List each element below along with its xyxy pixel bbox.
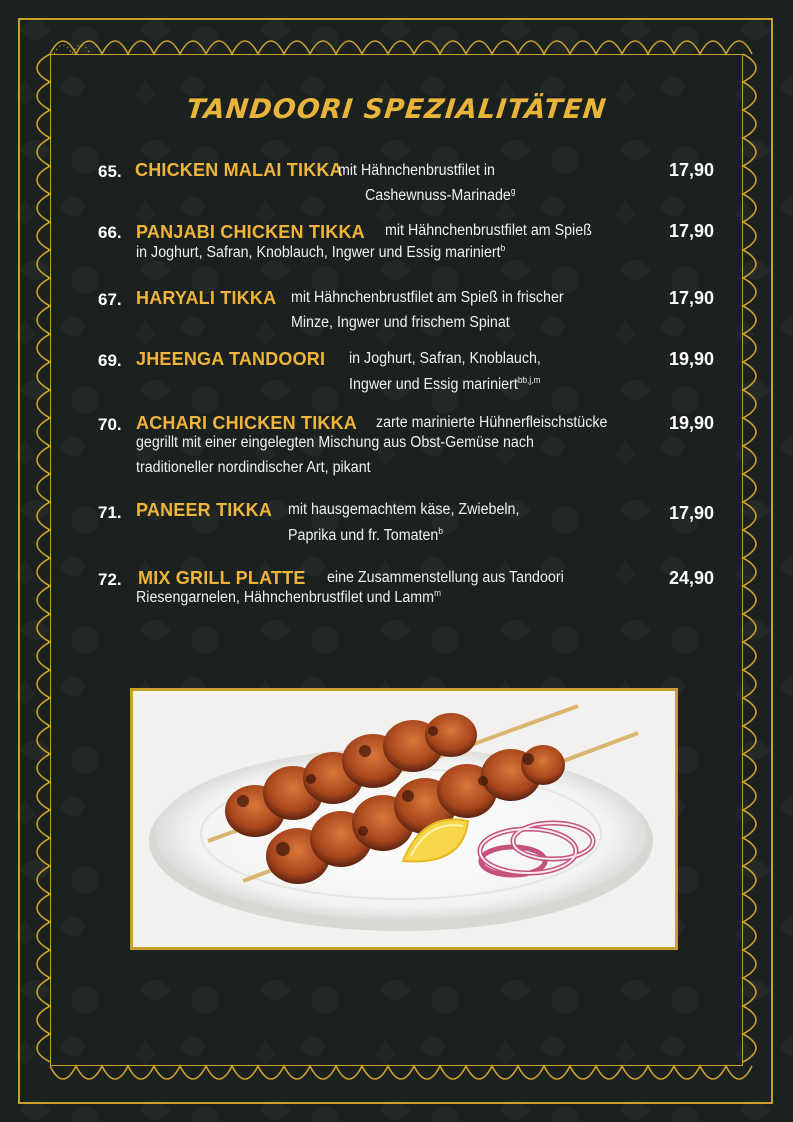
item-price: 17,90 <box>668 503 714 523</box>
menu-item <box>98 500 714 546</box>
item-price: 17,90 <box>668 288 714 308</box>
item-name: CHICKEN MALAI TIKKA <box>135 160 343 180</box>
item-description: Ingwer und Essig mariniert$^{bb,j,m}$ <box>349 375 541 394</box>
item-name: PANEER TIKKA <box>136 500 273 520</box>
item-number: 65. <box>98 162 122 181</box>
allergen-code: g <box>510 186 516 196</box>
page-title: TANDOORI SPEZIALITÄTEN <box>184 94 609 125</box>
allergen-code: bb,j,m <box>517 375 541 385</box>
item-description: gegrillt mit einer eingelegten Mischung aus Obst-Gemüse nach <box>136 434 534 451</box>
item-name: PANJABI CHICKEN TIKKA <box>136 222 365 242</box>
item-number: 69. <box>98 351 122 370</box>
item-number: 67. <box>98 290 122 309</box>
item-price: 24,90 <box>668 568 714 588</box>
item-number: 72. <box>98 570 122 589</box>
item-description: mit Hähnchenbrustfilet in <box>338 162 495 179</box>
item-description: mit Hähnchenbrustfilet am Spieß in frischer <box>291 289 564 306</box>
allergen-code: b <box>438 526 443 536</box>
item-name: HARYALI TIKKA <box>136 288 277 308</box>
item-description: Cashewnuss-Marinade$^g$ <box>365 186 516 205</box>
menu-item <box>98 349 714 393</box>
allergen-code: b <box>500 243 506 253</box>
menu-item <box>98 221 714 265</box>
item-description: in Joghurt, Safran, Knoblauch, <box>349 350 541 367</box>
item-number: 71. <box>98 503 122 522</box>
menu-item <box>98 288 714 332</box>
menu-item <box>98 413 714 479</box>
item-price: 17,90 <box>668 160 714 180</box>
item-description: Paprika und fr. Tomaten$^b$ <box>288 526 443 545</box>
menu-item <box>98 568 714 612</box>
item-description: zarte marinierte Hühnerfleischstücke <box>376 414 608 431</box>
food-photo <box>130 688 678 950</box>
item-name: ACHARI CHICKEN TIKKA <box>136 413 357 433</box>
menu-item <box>98 160 714 204</box>
item-description: in Joghurt, Safran, Knoblauch, Ingwer und Essig mariniert$^b$ <box>136 243 506 262</box>
item-price: 19,90 <box>668 349 714 369</box>
item-description: eine Zusammenstellung aus Tandoori <box>327 569 564 586</box>
chicken-tikka-skewers-image <box>133 691 675 947</box>
item-description: mit hausgemachtem käse, Zwiebeln, <box>288 501 520 518</box>
item-description: Riesengarnelen, Hähnchenbrustfilet und Lamm$^m$ <box>136 588 441 607</box>
item-price: 17,90 <box>668 221 714 241</box>
item-name: JHEENGA TANDOORI <box>136 349 326 369</box>
item-price: 19,90 <box>668 413 714 433</box>
item-description: Minze, Ingwer und frischem Spinat <box>291 314 510 331</box>
item-name: MIX GRILL PLATTE <box>138 568 306 588</box>
item-description: traditioneller nordindischer Art, pikant <box>136 459 371 476</box>
item-number: 70. <box>98 415 122 434</box>
item-description: mit Hähnchenbrustfilet am Spieß <box>385 222 592 239</box>
item-number: 66. <box>98 223 122 242</box>
allergen-code: m <box>434 588 441 598</box>
